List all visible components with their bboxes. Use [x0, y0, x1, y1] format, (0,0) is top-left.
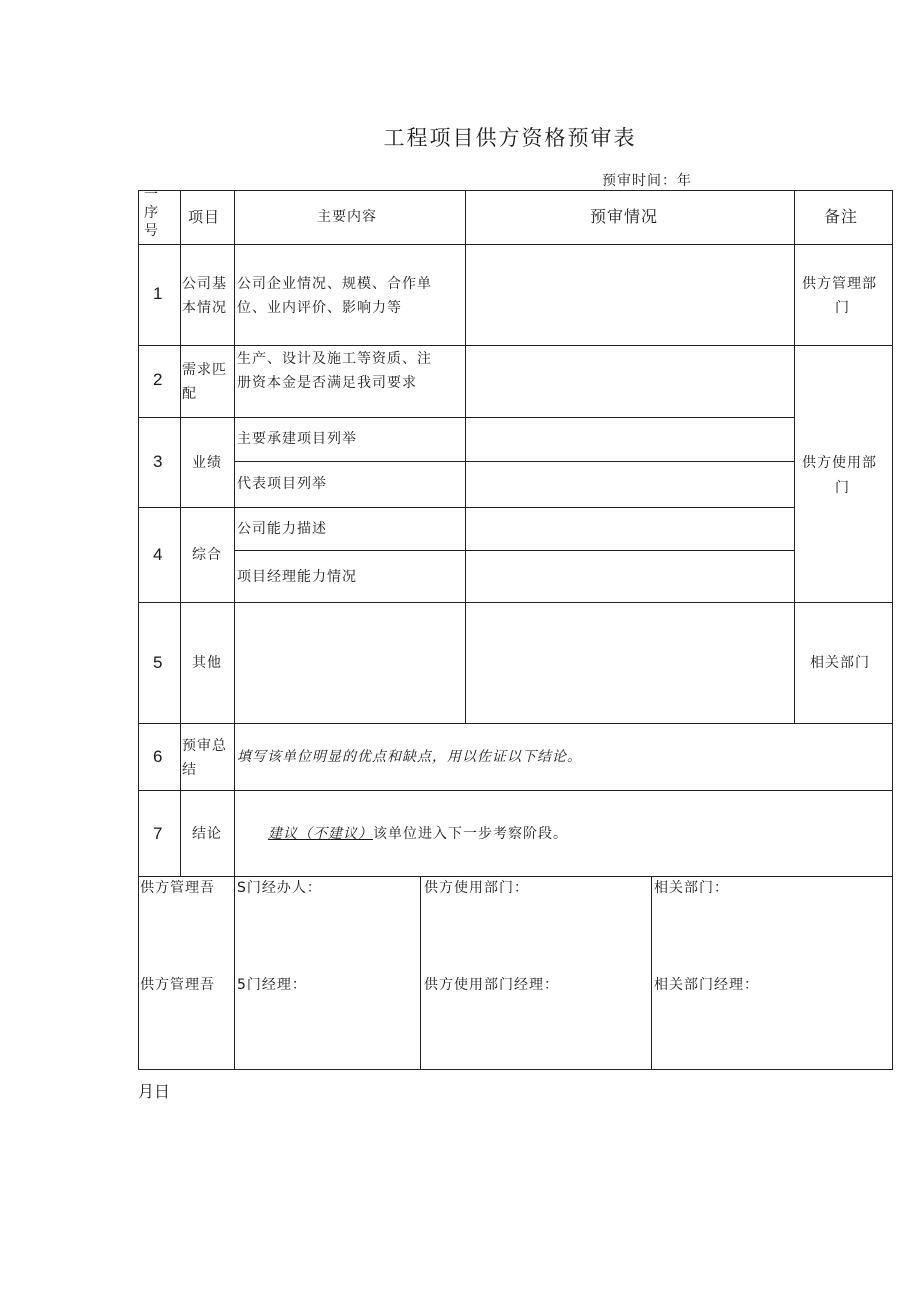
table-line: [651, 876, 652, 1070]
row-remark: 供方管理部: [802, 276, 877, 292]
table-line: [138, 190, 893, 191]
row-item: 结论: [192, 826, 222, 842]
row-item: 预审总: [182, 738, 227, 754]
row-item: 业绩: [192, 455, 222, 471]
row-item: 其他: [192, 655, 222, 671]
table-line: [234, 461, 794, 462]
table-line: [794, 190, 795, 723]
table-line: [234, 550, 794, 551]
row-number: 3: [153, 452, 163, 471]
row-item: 本情况: [182, 300, 227, 316]
table-line: [138, 1069, 893, 1070]
row-content: 公司能力描述: [237, 521, 327, 537]
header-seq: 号: [144, 223, 159, 239]
page-title: 工程项目供方资格预审表: [383, 126, 637, 150]
header-remark: 备注: [824, 207, 859, 226]
row-content: 主要承建项目列举: [237, 431, 357, 447]
row-content: [268, 822, 568, 846]
footer-date: 月日: [138, 1082, 171, 1101]
recommendation-option: 建议（不建议）: [268, 826, 373, 842]
row-content: 填写该单位明显的优点和缺点，用以佐证以下结论。: [237, 749, 582, 765]
row-number: 5: [153, 653, 163, 672]
table-line: [138, 190, 139, 1070]
row-remark: 门: [835, 300, 850, 316]
signature-label: 供方管理吾: [140, 880, 215, 896]
row-number: 1: [153, 284, 163, 303]
row-content: 册资本金是否满足我司要求: [237, 375, 417, 391]
row-content: 生产、设计及施工等资质、注: [237, 351, 432, 367]
row-content: 代表项目列举: [237, 476, 327, 492]
signature-label: 供方使用部门：: [424, 880, 529, 896]
conclusion-text: 该单位进入下一步考察阶段。: [373, 826, 568, 842]
row-item: 公司基: [182, 276, 227, 292]
row-number: 7: [153, 824, 163, 843]
header-content: 主要内容: [317, 209, 377, 225]
row-remark: 门: [835, 480, 850, 496]
row-item: 结: [182, 762, 197, 778]
signature-label: 相关部门经理：: [654, 977, 759, 993]
table-line: [465, 190, 466, 723]
table-line: [138, 345, 893, 346]
header-item: 项目: [188, 208, 221, 226]
row-content: 位、业内评价、影响力等: [237, 300, 402, 316]
signature-label: 供方管理吾: [140, 977, 215, 993]
header-seq: 序: [144, 205, 159, 221]
row-item: 配: [182, 386, 197, 402]
table-line: [138, 602, 893, 603]
pre-review-time: 预审时间：年: [602, 173, 692, 189]
table-line: [138, 790, 893, 791]
row-number: 2: [153, 370, 163, 389]
row-number: 4: [153, 545, 163, 564]
signature-label: 供方使用部门经理：: [424, 977, 559, 993]
row-content: 项目经理能力情况: [237, 569, 357, 585]
table-line: [138, 723, 893, 724]
table-line: [420, 876, 421, 1070]
row-number: 6: [153, 747, 163, 766]
signature-label: S门经办人：: [237, 880, 322, 896]
header-review: 预审情况: [590, 207, 659, 226]
signature-label: 5门经理：: [237, 977, 307, 993]
row-remark: 相关部门: [810, 655, 870, 671]
table-line: [138, 507, 794, 508]
table-line: [234, 190, 235, 1070]
row-item: 需求匹: [182, 362, 227, 378]
row-item: 综合: [192, 547, 222, 563]
table-line: [892, 190, 893, 1070]
signature-label: 相关部门：: [654, 880, 729, 896]
row-remark: 供方使用部: [802, 455, 877, 471]
table-line: [180, 190, 181, 876]
table-line: [138, 244, 893, 245]
table-line: [138, 417, 794, 418]
header-seq: 一: [144, 187, 159, 203]
row-content: 公司企业情况、规模、合作单: [237, 276, 432, 292]
